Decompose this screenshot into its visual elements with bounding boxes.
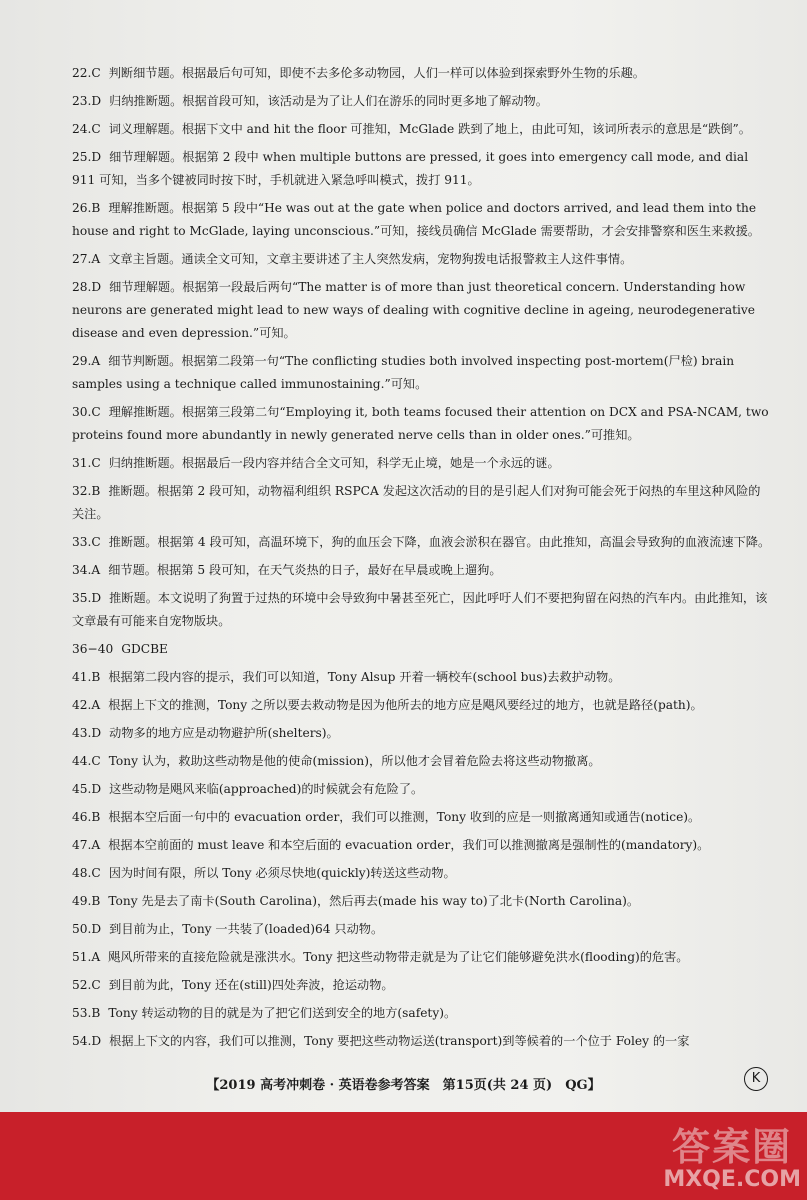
answer-letter: A <box>91 563 101 577</box>
question-number: 52. <box>72 978 92 992</box>
answer-item <box>72 890 772 913</box>
answer-item <box>72 974 772 997</box>
answer-item <box>72 862 772 885</box>
question-number: 45. <box>72 782 92 796</box>
answer-letter: A <box>91 252 101 266</box>
question-number: 33. <box>72 535 92 549</box>
answer-item <box>72 401 772 447</box>
answer-letter: A <box>91 838 101 852</box>
explanation-text: 动物多的地方应是动物避护所(shelters)。 <box>109 726 339 740</box>
question-number: 46. <box>72 810 92 824</box>
question-number: 30. <box>72 405 92 419</box>
explanation-text: 归纳推断题。根据最后一段内容并结合全文可知，科学无止境，她是一个永远的谜。 <box>108 456 560 470</box>
site-watermark <box>663 1126 801 1192</box>
explanation-text: 判断细节题。根据最后句可知，即使不去多伦多动物园，人们一样可以体验到探索野外生物的乐趣。 <box>108 66 645 80</box>
question-number: 42. <box>72 698 92 712</box>
question-number: 50. <box>72 922 92 936</box>
explanation-text: 根据第二段内容的提示，我们可以知道，Tony Alsup 开着一辆校车(school bus)去救护动物。 <box>108 670 621 684</box>
answer-letter: D <box>91 150 102 164</box>
question-number: 27. <box>72 252 92 266</box>
answer-item <box>72 806 772 829</box>
explanation-text: 根据上下文的内容，我们可以推测，Tony 要把这些动物运送(transport)到等候着的一个位于 Foley 的一家 <box>109 1034 690 1048</box>
explanation-text: 推断题。根据第 4 段可知，高温环境下，狗的血压会下降，血液会淤积在器官。由此推知，高温会导致狗的血液流速下降。 <box>108 535 771 549</box>
explanation-text: 文章主旨题。通读全文可知，文章主要讲述了主人突然发病，宠物狗拨电话报警救主人这件事情。 <box>108 252 633 266</box>
answer-letter: C <box>91 978 101 992</box>
question-number: 49. <box>72 894 92 908</box>
answer-letter: C <box>91 456 101 470</box>
answer-item <box>72 834 772 857</box>
answer-letter: B <box>91 894 101 908</box>
answer-item <box>72 1002 772 1025</box>
answer-letter: A <box>91 950 101 964</box>
question-number: 54. <box>72 1034 92 1048</box>
question-number: 22. <box>72 66 92 80</box>
answer-item <box>72 559 772 582</box>
question-number: 44. <box>72 754 92 768</box>
explanation-text: 细节判断题。根据第二段第一句“The conflicting studies both involved inspecting post-mortem(尸检) brain samples using a technique called immunostaining.”可知。 <box>72 354 735 391</box>
answer-letter: C <box>91 866 101 880</box>
explanation-text: 归纳推断题。根据首段可知，该活动是为了让人们在游乐的同时更多地了解动物。 <box>109 94 548 108</box>
explanation-text: 到目前为止，Tony 一共装了(loaded)64 只动物。 <box>109 922 384 936</box>
answer-list <box>72 62 772 1058</box>
question-number: 53. <box>72 1006 92 1020</box>
explanation-text: 到目前为此，Tony 还在(still)四处奔波，抢运动物。 <box>108 978 394 992</box>
explanation-text: Tony 转运动物的目的就是为了把它们送到安全的地方(safety)。 <box>108 1006 457 1020</box>
answer-letter: B <box>91 670 101 684</box>
answer-letter: D <box>91 591 102 605</box>
explanation-text: 推断题。本文说明了狗置于过热的环境中会导致狗中暑甚至死亡，因此呼吁人们不要把狗留在闷热的汽车内。由此推知，该文章最有可能来自宠物版块。 <box>72 591 768 628</box>
answer-letter: C <box>91 122 101 136</box>
question-number: 35. <box>72 591 92 605</box>
circled-k-mark: K <box>744 1067 768 1091</box>
answer-item <box>72 452 772 475</box>
answer-item <box>72 694 772 717</box>
answer-item <box>72 118 772 141</box>
question-number: 28. <box>72 280 92 294</box>
explanation-text: 这些动物是飓风来临(approached)的时候就会有危险了。 <box>109 782 424 796</box>
answer-letter: B <box>91 201 101 215</box>
question-number: 51. <box>72 950 92 964</box>
answer-item <box>72 1030 772 1053</box>
answer-item <box>72 350 772 396</box>
answer-item <box>72 480 772 526</box>
answer-letter: D <box>91 922 102 936</box>
answer-item <box>72 778 772 801</box>
answer-letter: A <box>91 698 101 712</box>
answer-item <box>72 146 772 192</box>
question-number: 47. <box>72 838 92 852</box>
explanation-text: 根据本空前面的 must leave 和本空后面的 evacuation order，我们可以推测撤离是强制性的(mandatory)。 <box>108 838 710 852</box>
answer-letter: B <box>91 484 101 498</box>
explanation-text: GDCBE <box>121 642 168 656</box>
explanation-text: 推断题。根据第 2 段可知，动物福利组织 RSPCA 发起这次活动的目的是引起人们对狗可能会死于闷热的车里这种风险的关注。 <box>72 484 761 521</box>
answer-letter: B <box>91 810 101 824</box>
answer-item <box>72 62 772 85</box>
explanation-text: 词义理解题。根据下文中 and hit the floor 可推知，McGlade 跌到了地上，由此可知，该词所表示的意思是“跌倒”。 <box>108 122 751 136</box>
explanation-text: 飓风所带来的直接危险就是涨洪水。Tony 把这些动物带走就是为了让它们能够避免洪水(flooding)的危害。 <box>108 950 689 964</box>
answer-item <box>72 666 772 689</box>
question-number: 23. <box>72 94 92 108</box>
answer-item <box>72 750 772 773</box>
question-number: 43. <box>72 726 92 740</box>
answer-item <box>72 722 772 745</box>
answer-letter: C <box>91 405 101 419</box>
answer-item <box>72 946 772 969</box>
answer-letter: D <box>91 782 102 796</box>
answer-item <box>72 587 772 633</box>
answer-letter: C <box>91 66 101 80</box>
answer-letter: C <box>91 754 101 768</box>
explanation-text: 细节题。根据第 5 段可知，在天气炎热的日子，最好在早晨或晚上遛狗。 <box>108 563 502 577</box>
question-number: 41. <box>72 670 92 684</box>
answer-letter: B <box>91 1006 101 1020</box>
explanation-text: 根据上下文的推测，Tony 之所以要去救动物是因为他所去的地方应是飓风要经过的地方，也就是路径(path)。 <box>108 698 703 712</box>
question-number: 25. <box>72 150 92 164</box>
answer-item <box>72 276 772 345</box>
answer-letter: C <box>91 535 101 549</box>
explanation-text: Tony 先是去了南卡(South Carolina)，然后再去(made his way to)了北卡(North Carolina)。 <box>108 894 640 908</box>
question-number: 24. <box>72 122 92 136</box>
explanation-text: 细节理解题。根据第 2 段中 when multiple buttons are pressed, it goes into emergency call mode, and dial 911 可知，当多个键被同时按下时，手机就进入紧急呼叫模式，拨打 911。 <box>72 150 749 187</box>
explanation-text: 根据本空后面一句中的 evacuation order，我们可以推测，Tony 收到的应是一则撤离通知或通告(notice)。 <box>108 810 701 824</box>
explanation-text: 细节理解题。根据第一段最后两句“The matter is of more than just theoretical concern. Understanding how neurons are generated might lead to new ways of dealing with cognitive decline in ageing, neurodegenerative disease and even depression.”可知。 <box>72 280 755 340</box>
answer-item <box>72 918 772 941</box>
answer-item <box>72 90 772 113</box>
question-number: 48. <box>72 866 92 880</box>
question-number: 32. <box>72 484 92 498</box>
answer-item <box>72 197 772 243</box>
watermark-url: MXQE.COM <box>663 1167 801 1192</box>
explanation-text: Tony 认为，救助这些动物是他的使命(mission)，所以他才会冒着危险去将这些动物撤离。 <box>108 754 601 768</box>
answer-letter: D <box>91 94 102 108</box>
explanation-text: 理解推断题。根据第三段第二句“Employing it, both teams focused their attention on DCX and PSA-NCAM, two proteins found more abundantly in newly generated nerve cells than in older ones.”可推知。 <box>72 405 769 442</box>
answer-item <box>72 638 772 661</box>
question-number: 29. <box>72 354 92 368</box>
watermark-logo: 答案圈 <box>672 1125 793 1169</box>
question-number: 31. <box>72 456 92 470</box>
answer-item <box>72 531 772 554</box>
question-number: 36−40 <box>72 642 114 656</box>
explanation-text: 因为时间有限，所以 Tony 必须尽快地(quickly)转送这些动物。 <box>108 866 456 880</box>
answer-letter: D <box>91 726 102 740</box>
explanation-text: 理解推断题。根据第 5 段中“He was out at the gate when police and doctors arrived, and lead them into the house and right to McGlade, laying unconscious.”可知，接线员确信 McGlade 需要帮助，才会安排警察和医生来救援。 <box>72 201 760 238</box>
answer-letter: A <box>91 354 101 368</box>
answer-letter: D <box>91 1034 102 1048</box>
answer-item <box>72 248 772 271</box>
question-number: 26. <box>72 201 92 215</box>
question-number: 34. <box>72 563 92 577</box>
answer-letter: D <box>91 280 102 294</box>
page-footer: 【2019 高考冲刺卷 · 英语卷参考答案 第15页(共 24 页) QG】 <box>206 1078 601 1093</box>
